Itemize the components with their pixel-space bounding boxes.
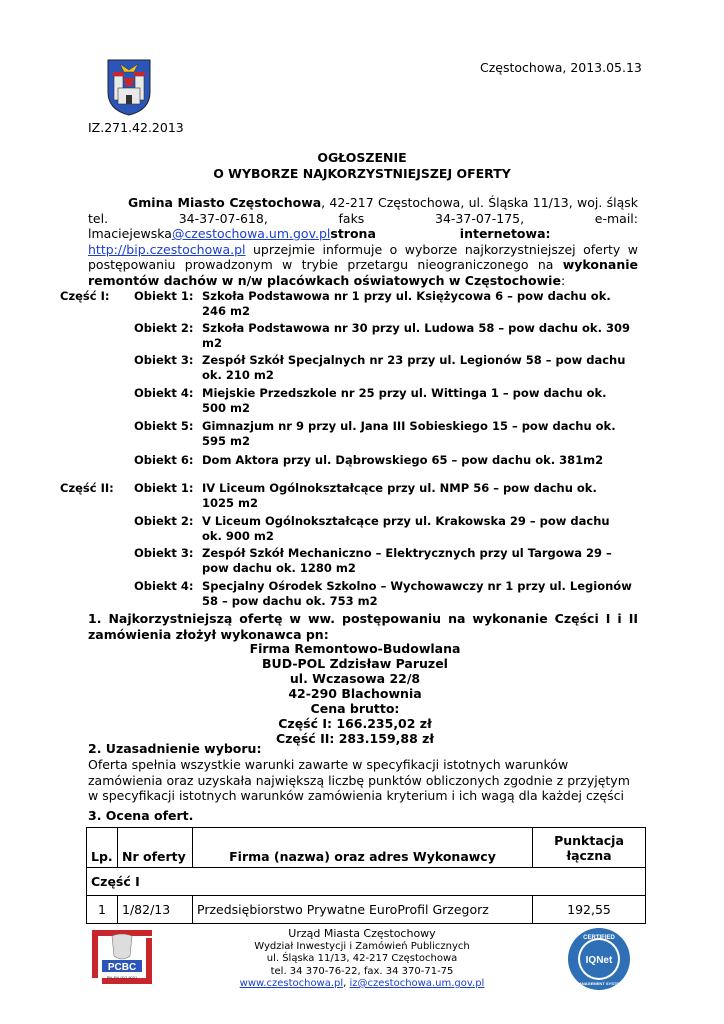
- footer-office-name: Urząd Miasta Częstochowy: [288, 927, 436, 940]
- city-crest-logo: [106, 58, 152, 116]
- price-part-1: Część I: 166.235,02 zł: [278, 716, 432, 731]
- reference-number: IZ.271.42.2013: [88, 120, 184, 135]
- object-description: Gimnazjum nr 9 przy ul. Jana III Sobieskiego 15 – pow dachu ok. 595 m2: [202, 419, 616, 448]
- website-link[interactable]: http://bip.czestochowa.pl: [88, 241, 246, 257]
- object-description: V Liceum Ogólnokształcące przy ul. Krakowska 29 – pow dachu ok. 900 m2: [202, 514, 610, 543]
- winner-name-line: BUD-POL Zdzisław Paruzel: [262, 656, 448, 671]
- website-label: strona internetowa:: [330, 226, 551, 241]
- object-label: Obiekt 6:: [134, 453, 194, 467]
- winner-name-line: Firma Remontowo-Budowlana: [249, 641, 461, 656]
- table-row: [87, 896, 646, 924]
- website-spacer: [551, 226, 639, 241]
- section-2-text: Oferta spełnia wszystkie warunki zawarte w specyfikacji istotnych warunków zamówienia oraz uzyskała największą liczbę punktów obliczonych zgodnie z przyjętym w specyfikacji istotnych warunków zamówienia kryterium i ich wagą dla każdej części: [88, 757, 630, 803]
- footer-link-separator: ,: [343, 978, 350, 989]
- object-description: IV Liceum Ogólnokształcące przy ul. NMP 56 – pow dachu ok. 1025 m2: [202, 481, 597, 510]
- footer-phone-fax: tel. 34 370-76-22, fax. 34 370-71-75: [270, 965, 454, 977]
- offers-table: [86, 827, 646, 924]
- object-description: Specjalny Ośrodek Szkolno – Wychowawczy nr 1 przy ul. Legionów 58 – pow dachu ok. 753 m2: [202, 579, 632, 608]
- organization-name: Gmina Miasto Częstochowa: [128, 195, 322, 210]
- object-label: Obiekt 2:: [134, 321, 194, 335]
- object-label: Obiekt 4:: [134, 386, 194, 400]
- object-description: Miejskie Przedszkole nr 25 przy ul. Wittinga 1 – pow dachu ok. 500 m2: [202, 386, 607, 415]
- footer-email-link[interactable]: iz@czestochowa.um.gov.pl: [349, 978, 485, 989]
- intro-colon: :: [560, 272, 566, 288]
- column-header-offer-number: Nr oferty: [118, 828, 193, 868]
- contract-subject: wykonanie remontów dachów w n/w placówkach oświatowych w Częstochowie: [88, 257, 638, 288]
- winner-address-line: ul. Wczasowa 22/8: [289, 671, 421, 686]
- object-description: Szkoła Podstawowa nr 30 przy ul. Ludowa 58 – pow dachu ok. 309 m2: [202, 321, 630, 350]
- footer-website-link[interactable]: www.czestochowa.pl: [239, 978, 344, 989]
- winner-address-line: 42-290 Blachownia: [288, 686, 422, 701]
- object-description: Zespół Szkół Specjalnych nr 23 przy ul. Legionów 58 – pow dachu ok. 210 m2: [202, 353, 626, 382]
- cell-lp: 1: [87, 896, 118, 924]
- table-group-row: [87, 868, 646, 896]
- object-label: Obiekt 1:: [134, 481, 194, 495]
- intro-text: uprzejmie informuje o wyborze najkorzystniejszej oferty w postępowaniu prowadzonym w trybie przetargu nieograniczonego na: [88, 241, 638, 272]
- object-label: Obiekt 3:: [134, 353, 194, 367]
- section-2-heading: 2. Uzasadnienie wyboru:: [88, 741, 262, 756]
- iqnet-certification-logo: [566, 926, 632, 992]
- iqnet-logo-text: IQNet: [585, 955, 613, 966]
- footer-department: Wydział Inwestycji i Zamówień Publicznych: [254, 940, 470, 952]
- intro-paragraph: [88, 195, 638, 288]
- price-label: Cena brutto:: [310, 701, 400, 716]
- section-3-heading: 3. Ocena ofert.: [88, 808, 194, 823]
- object-label: Obiekt 3:: [134, 546, 194, 560]
- document-date: Częstochowa, 2013.05.13: [480, 60, 642, 75]
- object-label: Obiekt 2:: [134, 514, 194, 528]
- organization-address: , 42-217 Częstochowa, ul. Śląska 11/13, woj. śląsk tel. 34-37-07-618, faks 34-37-07-175, e-mail: lmaciejewska: [88, 195, 638, 241]
- column-header-company: Firma (nazwa) oraz adres Wykonawcy: [193, 828, 533, 868]
- column-header-lp: Lp.: [87, 828, 118, 868]
- column-header-score: Punktacja łączna: [533, 828, 646, 868]
- pcbc-logo-subtext: PN-EN ISO 9001: [106, 975, 138, 980]
- group-label: Część I: [87, 868, 646, 896]
- object-label: Obiekt 1:: [134, 289, 194, 303]
- section-1-text: 1. Najkorzystniejszą ofertę w ww. postępowaniu na wykonanie Części I i II zamówienia złożył wykonawca pn:: [88, 611, 638, 642]
- object-description: Zespół Szkół Mechaniczno – Elektrycznych przy ul Targowa 29 – pow dachu ok. 1280 m2: [202, 546, 612, 575]
- object-label: Obiekt 5:: [134, 419, 194, 433]
- price-part-2: Część II: 283.159,88 zł: [275, 731, 435, 746]
- object-label: Obiekt 4:: [134, 579, 194, 593]
- cell-company: Przedsiębiorstwo Prywatne EuroProfil Grzegorz: [193, 896, 533, 924]
- part-label: Część I:: [60, 289, 110, 303]
- pcbc-logo-text: PCBC: [107, 962, 137, 973]
- email-link[interactable]: @czestochowa.um.gov.pl: [171, 226, 331, 241]
- announcement-subtitle: O WYBORZE NAJKORZYSTNIEJSZEJ OFERTY: [213, 166, 511, 181]
- cell-offer-number: 1/82/13: [118, 896, 193, 924]
- part-label: Część II:: [60, 481, 114, 495]
- object-description: Szkoła Podstawowa nr 1 przy ul. Księżycowa 6 – pow dachu ok. 246 m2: [202, 289, 611, 318]
- footer-address: ul. Śląska 11/13, 42-217 Częstochowa: [266, 953, 458, 964]
- iqnet-top-text: CERTIFIED: [583, 935, 615, 941]
- object-description: Dom Aktora przy ul. Dąbrowskiego 65 – pow dachu ok. 381m2: [202, 453, 604, 467]
- table-header-row: [87, 828, 646, 868]
- announcement-title: OGŁOSZENIE: [317, 150, 407, 165]
- cell-score: 192,55: [533, 896, 646, 924]
- iqnet-bottom-text: MANAGEMENT SYSTEM: [575, 981, 623, 986]
